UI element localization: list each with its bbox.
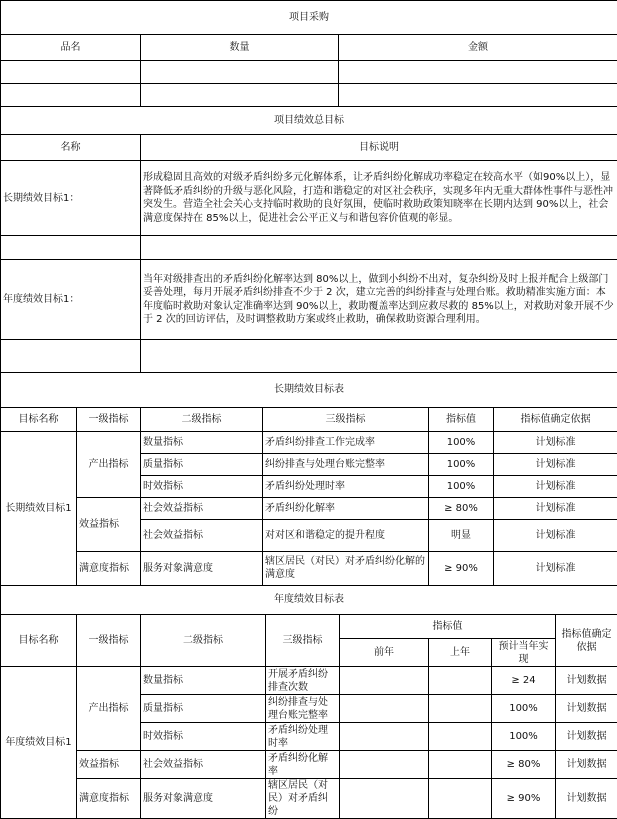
empty-cell (141, 340, 617, 373)
empty-cell (141, 236, 617, 260)
col-quantity: 数量 (141, 35, 339, 61)
procurement-title: 项目采购 (1, 1, 617, 35)
empty-cell (1, 236, 141, 260)
level3-cell: 矛盾纠纷化解率 (266, 751, 340, 779)
basis-cell: 计划标准 (494, 551, 617, 585)
header-level3: 三级指标 (263, 407, 429, 431)
basis-cell: 计划标准 (494, 519, 617, 551)
header-expected-current-year: 预计当年实现 (492, 639, 556, 667)
last-year-cell (429, 779, 492, 819)
header-level3: 三级指标 (266, 615, 340, 667)
last-year-cell (429, 695, 492, 723)
basis-cell: 计划数据 (556, 751, 617, 779)
level1-output: 产出指标 (77, 667, 141, 751)
basis-cell: 计划数据 (556, 695, 617, 723)
annual-goal-table (0, 586, 617, 819)
col-goal-description: 目标说明 (141, 135, 617, 161)
level2-cell: 服务对象满意度 (141, 551, 263, 585)
value-cell: ≥ 90% (429, 551, 494, 585)
table-row (1, 551, 617, 585)
expected-current-cell: ≥ 90% (492, 779, 556, 819)
header-level1: 一级指标 (77, 615, 141, 667)
header-level2: 二级指标 (141, 407, 263, 431)
level1-satisfaction: 满意度指标 (77, 551, 141, 585)
basis-cell: 计划标准 (494, 475, 617, 497)
basis-cell: 计划数据 (556, 667, 617, 695)
header-basis: 指标值确定依据 (556, 615, 617, 667)
level2-cell: 社会效益指标 (141, 519, 263, 551)
level3-cell: 矛盾纠纷处理时率 (266, 723, 340, 751)
long-goal-name: 长期绩效目标1 (1, 431, 77, 585)
expected-current-cell: 100% (492, 695, 556, 723)
annual-goal-description: 当年对级排查出的矛盾纠纷化解率达到 80%以上，做到小纠纷不出对，复杂纠纷及时上报并配合上级部门妥善处理，每月开展矛盾纠纷排查不少于 2 次，建立完善的纠纷排查与处理台账。救助精准实施方面：本年度临时救助对象认定准确率达到 90%以上，救助覆盖率达到应救尽救的 85%以上，对救助对象开展不少于 2 次的回访评估，及时调整救助方案或终止救助，确保救助资源合理利用。 (141, 260, 617, 340)
level2-cell: 社会效益指标 (141, 497, 263, 519)
two-years-ago-cell (340, 751, 429, 779)
two-years-ago-cell (340, 695, 429, 723)
value-cell: 明显 (429, 519, 494, 551)
level2-cell: 服务对象满意度 (141, 779, 266, 819)
annual-goal-label: 年度绩效目标1： (1, 260, 141, 340)
level3-cell: 纠纷排查与处理台账完整率 (263, 453, 429, 475)
two-years-ago-cell (340, 667, 429, 695)
expected-current-cell: 100% (492, 723, 556, 751)
last-year-cell (429, 667, 492, 695)
empty-cell (339, 61, 617, 84)
header-basis: 指标值确定依据 (494, 407, 617, 431)
empty-cell (1, 340, 141, 373)
table-row (1, 751, 617, 779)
header-level2: 二级指标 (141, 615, 266, 667)
long-term-goal-label: 长期绩效目标1： (1, 161, 141, 236)
last-year-cell (429, 751, 492, 779)
level2-cell: 时效指标 (141, 723, 266, 751)
empty-cell (339, 84, 617, 107)
empty-cell (141, 61, 339, 84)
level1-satisfaction: 满意度指标 (77, 779, 141, 819)
table-row (1, 667, 617, 695)
col-amount: 金额 (339, 35, 617, 61)
empty-cell (1, 61, 141, 84)
long-term-goal-description: 形成稳固且高效的对级矛盾纠纷多元化解体系，让矛盾纠纷化解成功率稳定在较高水平（如90%以上），显著降低矛盾纠纷的升级与恶化风险，打造和谐稳定的对区社会秩序，实现多年内无重大群体性事件与恶性冲突发生。营造全社会关心支持临时救助的良好氛围，使临时救助政策知晓率在长期内达到 90%以上，社会满意度保持在 85%以上，促进社会公平正义与和谐包容价值观的彰显。 (141, 161, 617, 236)
header-goal-name: 目标名称 (1, 407, 77, 431)
level2-cell: 数量指标 (141, 431, 263, 453)
annual-table-title: 年度绩效目标表 (1, 586, 617, 615)
header-two-years-ago: 前年 (340, 639, 429, 667)
level3-cell: 纠纷排查与处理台账完整率 (266, 695, 340, 723)
last-year-cell (429, 723, 492, 751)
basis-cell: 计划数据 (556, 723, 617, 751)
two-years-ago-cell (340, 723, 429, 751)
long-term-goal-table (0, 373, 617, 586)
header-goal-name: 目标名称 (1, 615, 77, 667)
col-item-name: 品名 (1, 35, 141, 61)
level3-cell: 矛盾纠纷处理时率 (263, 475, 429, 497)
level1-output: 产出指标 (77, 431, 141, 497)
level3-cell: 矛盾纠纷排查工作完成率 (263, 431, 429, 453)
level1-benefit: 效益指标 (77, 751, 141, 779)
table-row (1, 497, 617, 519)
level2-cell: 质量指标 (141, 453, 263, 475)
header-value: 指标值 (429, 407, 494, 431)
two-years-ago-cell (340, 779, 429, 819)
header-last-year: 上年 (429, 639, 492, 667)
level1-benefit: 效益指标 (77, 497, 141, 551)
overall-title: 项目绩效总目标 (1, 107, 617, 135)
level2-cell: 社会效益指标 (141, 751, 266, 779)
basis-cell: 计划标准 (494, 431, 617, 453)
basis-cell: 计划数据 (556, 779, 617, 819)
procurement-and-goals-table (0, 0, 617, 373)
expected-current-cell: ≥ 24 (492, 667, 556, 695)
header-level1: 一级指标 (77, 407, 141, 431)
basis-cell: 计划标准 (494, 453, 617, 475)
level2-cell: 时效指标 (141, 475, 263, 497)
empty-cell (141, 84, 339, 107)
level3-cell: 对对区和谐稳定的提升程度 (263, 519, 429, 551)
value-cell: 100% (429, 475, 494, 497)
level3-cell: 开展矛盾纠纷排查次数 (266, 667, 340, 695)
value-cell: 100% (429, 453, 494, 475)
table-row (1, 431, 617, 453)
col-name: 名称 (1, 135, 141, 161)
table-row (1, 779, 617, 819)
empty-cell (1, 84, 141, 107)
value-cell: 100% (429, 431, 494, 453)
level3-cell: 辖区居民（对民）对矛盾纠纷化解的满意度 (263, 551, 429, 585)
level2-cell: 质量指标 (141, 695, 266, 723)
value-cell: ≥ 80% (429, 497, 494, 519)
level2-cell: 数量指标 (141, 667, 266, 695)
expected-current-cell: ≥ 80% (492, 751, 556, 779)
long-table-title: 长期绩效目标表 (1, 373, 617, 407)
basis-cell: 计划标准 (494, 497, 617, 519)
level3-cell: 辖区居民（对民）对矛盾纠纷 (266, 779, 340, 819)
level3-cell: 矛盾纠纷化解率 (263, 497, 429, 519)
header-value: 指标值 (340, 615, 556, 639)
annual-goal-name: 年度绩效目标1 (1, 667, 77, 819)
